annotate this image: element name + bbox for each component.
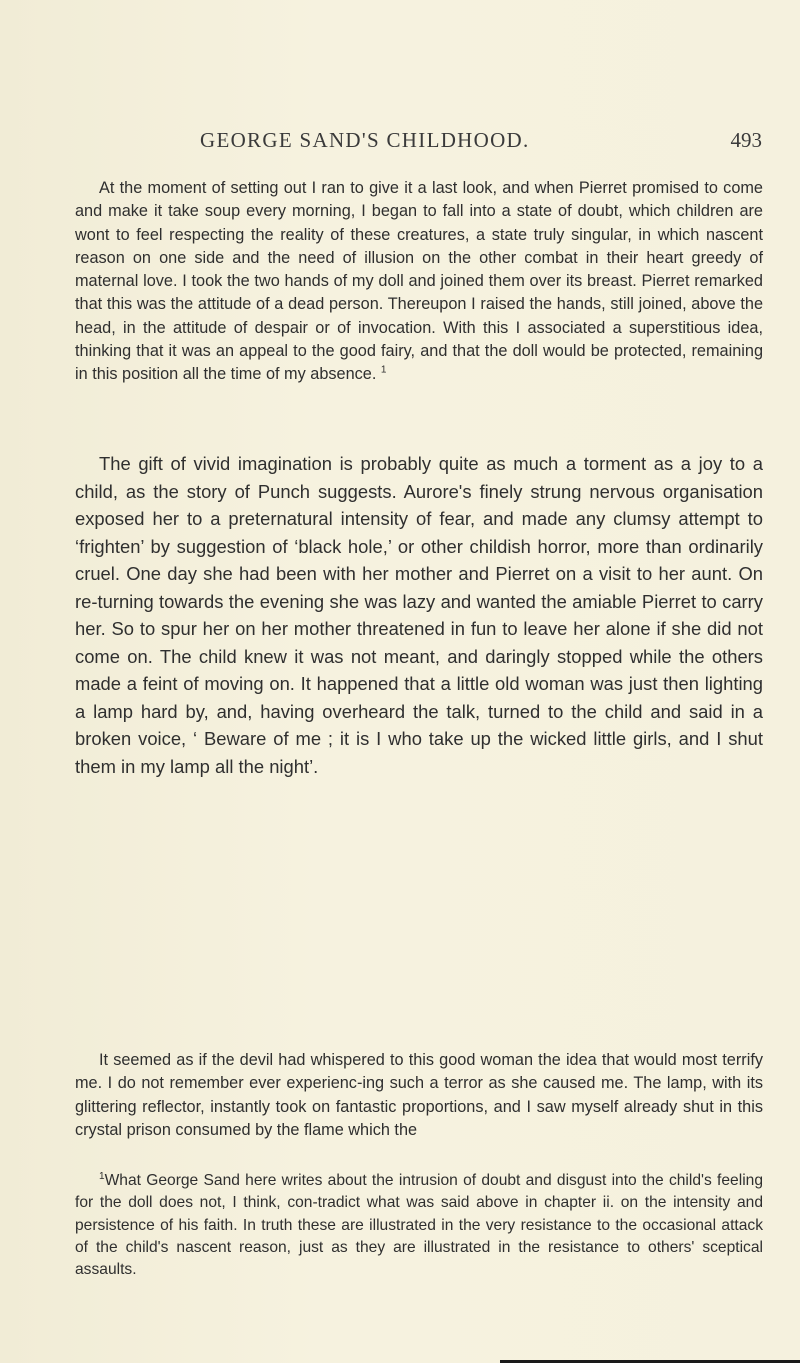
footnote <box>75 1170 763 1281</box>
footnote-marker: 1 <box>99 1170 105 1182</box>
page-number: 493 <box>730 128 762 152</box>
page-header <box>100 128 762 158</box>
paragraph-doll-text: At the moment of setting out I ran to give it a last look, and when Pierret promised to come and make it take soup every morning, I began to fall into a state of doubt, which children are wont to feel respecting the reality of these creatures, a state truly singular, in which nascent reason on one side and the need of illusion on the other combat in their heart greedy of maternal love. I took the two hands of my doll and joined them over its breast. Pierret remarked that this was the attitude of a dead person. Thereupon I raised the hands, still joined, above the head, in the attitude of despair or of invocation. With this I associated a superstitious idea, thinking that it was an appeal to the good fairy, and that the doll would be protected, remaining in this position all the time of my absence. <box>75 179 763 384</box>
paragraph-lamp: It seemed as if the devil had whispered to this good woman the idea that would most terrify me. I do not remember ever experienc-ing such a terror as she caused me. The lamp, with its glittering reflector, instantly took on fantastic proportions, and I saw myself already shut in this crystal prison consumed by the flame which the <box>75 1051 763 1139</box>
running-title: GEORGE SAND'S CHILDHOOD. <box>200 128 530 152</box>
paragraph-imagination: The gift of vivid imagination is probably quite as much a torment as a joy to a child, as the story of Punch suggests. Aurore's finely strung nervous organisation exposed her to a preternatural intensity of fear, and made any clumsy attempt to ‘frighten’ by suggestion of ‘black hole,’ or other childish horror, more than ordinarily cruel. One day she had been with her mother and Pierret on a visit to her aunt. On re-turning towards the evening she was lazy and wanted the amiable Pierret to carry her. So to spur her on her mother threatened in fun to leave her alone if she did not come on. The child knew it was not meant, and daringly stopped while the others made a feint of moving on. It happened that a little old woman was just then lighting a lamp hard by, and, having overheard the talk, turned to the child and said in a broken voice, ‘ Beware of me ; it is I who take up the wicked little girls, and I shut them in my lamp all the night’. <box>75 453 763 777</box>
footnote-text: What George Sand here writes about the intrusion of doubt and disgust into the child's feeling for the doll does not, I think, con-tradict what was said above in chapter ii. on the intensity and persistence of his faith. In truth these are illustrated in the very resistance to the occasional attack of the child's nascent reason, just as they are illustrated in the resistance to others' sceptical assaults. <box>75 1172 763 1279</box>
paragraph-doll <box>75 177 763 387</box>
footnote-reference: 1 <box>380 364 387 376</box>
